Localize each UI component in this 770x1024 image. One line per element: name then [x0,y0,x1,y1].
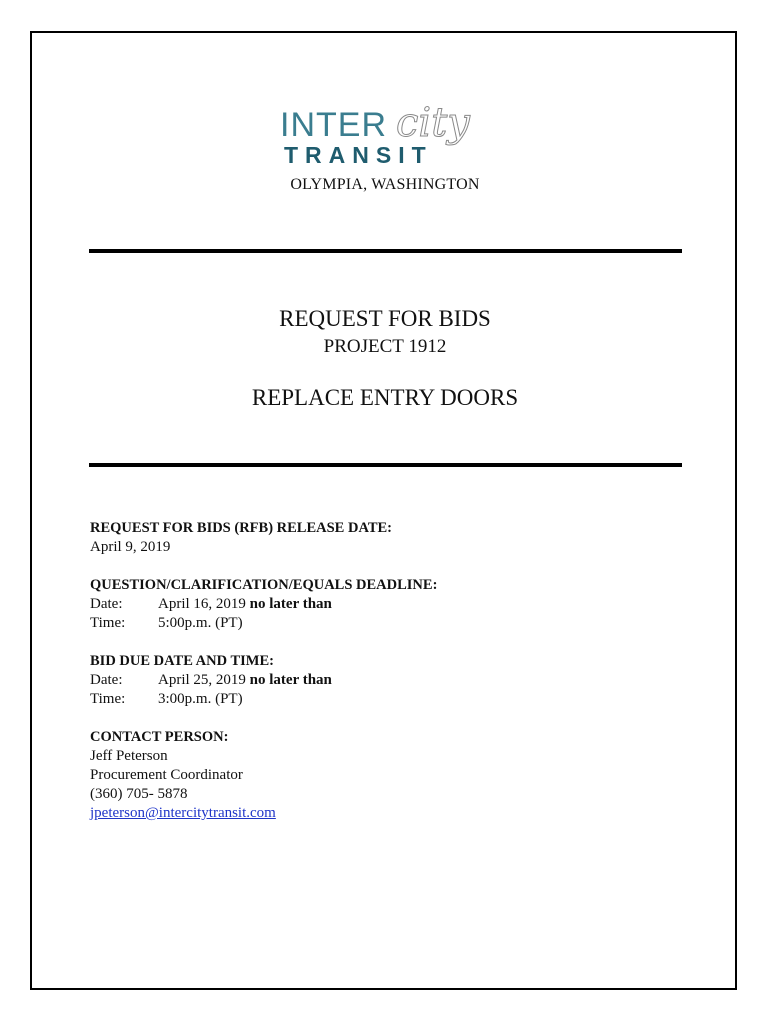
questions-date-label: Date: [90,596,123,612]
document-title: REQUEST FOR BIDS [279,306,491,331]
intercity-transit-logo [278,92,498,168]
bid-due-date-value [158,671,332,690]
logo-inter-text: INTER [280,106,387,144]
logo-transit-text: TRANSIT [284,142,433,168]
bid-info [90,519,690,842]
questions-section [90,576,690,633]
questions-time-label: Time: [90,615,126,631]
contact-email-link[interactable]: jpeterson@intercitytransit.com [90,805,276,821]
release-date: April 9, 2019 [90,539,171,555]
bid-due-date-text: April 25, 2019 [158,672,246,688]
questions-date-value [158,595,332,614]
questions-date-text: April 16, 2019 [158,596,246,612]
project-number: PROJECT 1912 [323,336,447,357]
page-border [30,31,737,990]
bid-due-time-label: Time: [90,691,126,707]
questions-date-row [90,595,690,614]
contact-name: Jeff Peterson [90,748,168,764]
contact-section [90,728,690,823]
bid-due-heading: BID DUE DATE AND TIME: [90,653,274,669]
bottom-divider [89,463,682,467]
release-section [90,519,690,557]
contact-title: Procurement Coordinator [90,767,243,783]
bid-due-section [90,652,690,709]
top-divider [89,249,682,253]
questions-time-row [90,614,690,633]
questions-time-value: 5:00p.m. (PT) [158,615,243,631]
bid-due-date-label: Date: [90,672,123,688]
questions-heading: QUESTION/CLARIFICATION/EQUALS DEADLINE: [90,577,438,593]
questions-date-suffix: no later than [249,596,332,612]
contact-phone: (360) 705- 5878 [90,786,188,802]
project-subject: REPLACE ENTRY DOORS [251,385,519,410]
release-heading: REQUEST FOR BIDS (RFB) RELEASE DATE: [90,520,393,536]
bid-due-date-suffix: no later than [249,672,332,688]
city-label: OLYMPIA, WASHINGTON [290,176,480,193]
logo-city-text: city [396,100,470,146]
contact-heading: CONTACT PERSON: [90,729,229,745]
bid-due-date-row [90,671,690,690]
bid-due-time-value: 3:00p.m. (PT) [158,691,243,707]
bid-due-time-row [90,690,690,709]
